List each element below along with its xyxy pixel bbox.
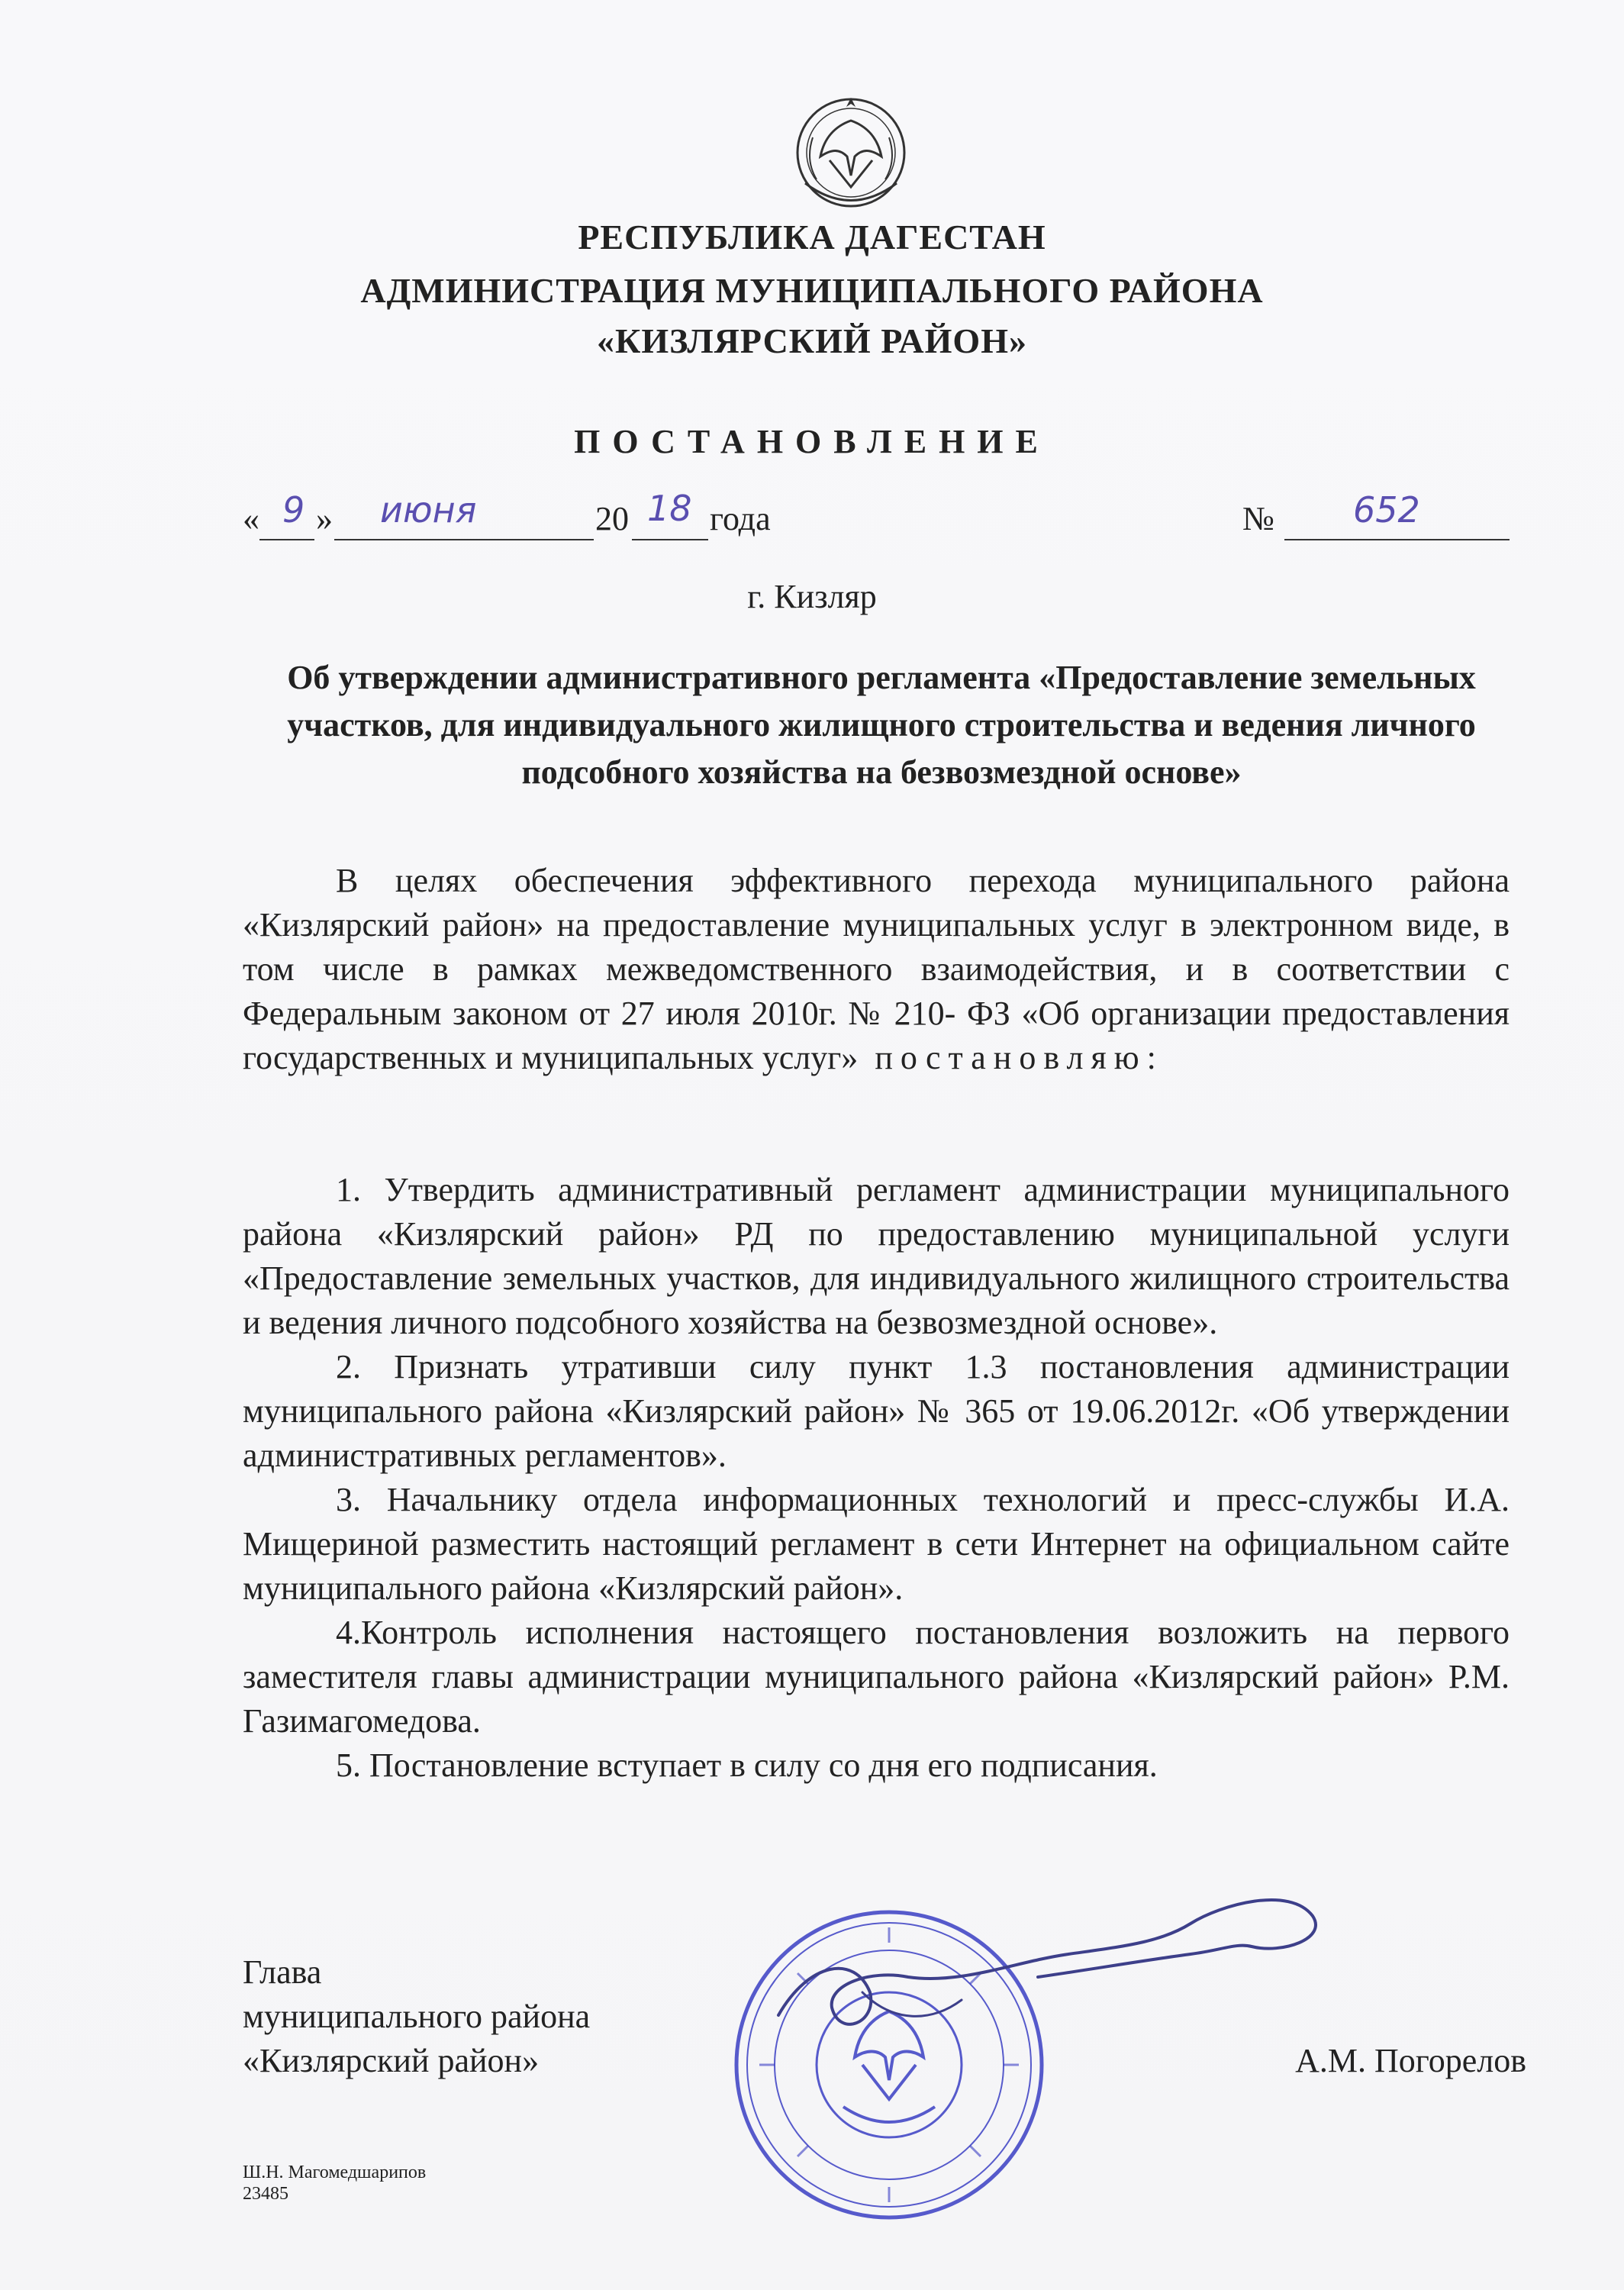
intro-paragraph [243,859,1510,1080]
signatory-line: Глава [243,1953,322,1991]
number-handwritten: 652 [1353,489,1420,531]
decree-item: 2. Признать утративши силу пункт 1.3 постановления администрации муниципального района «Кизлярский район» № 365 от 19.06.2012г. «Об утверждении административных регламентов». [243,1348,1510,1474]
decree-item: 5. Постановление вступает в силу со дня его подписания. [336,1747,1158,1784]
executor-phone: 23485 [243,2184,288,2204]
year-prefix: 20 [595,500,629,537]
day-handwritten: 9 [282,489,305,531]
republic-heading: РЕСПУБЛИКА ДАГЕСТАН [578,218,1046,256]
day-underline [259,539,314,540]
signatory-title [243,1950,701,2083]
decree-item: 3. Начальнику отдела информационных технологий и пресс-службы И.А. Мищериной разместить настоящий регламент в сети Интернет на официальном сайте муниципального района «Кизлярский район». [243,1481,1510,1607]
number-label: № [1242,500,1274,537]
date-number-line [243,488,1510,550]
year-underline [632,539,708,540]
number-underline [1284,539,1510,540]
close-quote: » [316,500,333,537]
decree-title: Об утверждении административного регламента «Предоставление земельных участков, для индивидуального жилищного строительства и ведения личного подсобного хозяйства на безвозмездной основе» [287,659,1476,791]
executor-info [243,2162,624,2205]
signatory-line: «Кизлярский район» [243,2042,540,2079]
dagestan-emblem-icon [782,84,920,214]
city-line: г. Кизляр [747,578,877,615]
district-heading: «КИЗЛЯРСКИЙ РАЙОН» [597,321,1027,360]
executor-name: Ш.Н. Магомедшарипов [243,2163,427,2182]
administration-heading: АДМИНИСТРАЦИЯ МУНИЦИПАЛЬНОГО РАЙОНА [360,271,1264,310]
intro-text: В целях обеспечения эффективного перехода муниципального района «Кизлярский район» на предоставление муниципальных услуг в электронном виде, в том числе в рамках межведомственного взаимодействия, и в соответствии с Федеральным законом от 27 июля 2010г. № 210- ФЗ «Об организации предоставления государственных и муниципальных услуг» [243,862,1510,1076]
year-handwritten: 18 [647,488,692,529]
open-quote: « [243,500,259,537]
month-underline [334,539,594,540]
decree-item: 4.Контроль исполнения настоящего постановления возложить на первого заместителя главы администрации муниципального района «Кизлярский район» Р.М. Газимагомедова. [243,1614,1510,1740]
decree-items [243,1168,1510,1788]
resolve-word: постановляю: [875,1039,1164,1076]
year-word: года [710,500,771,537]
document-type-heading: ПОСТАНОВЛЕНИЕ [574,423,1050,460]
month-handwritten: июня [380,489,477,531]
decree-item: 1. Утвердить административный регламент администрации муниципального района «Кизлярский район» РД по предоставлению муниципальной услуги «Предоставление земельных участков, для индивидуального жилищного строительства и ведения личного подсобного хозяйства на безвозмездной основе». [243,1171,1510,1341]
signatory-line: муниципального района [243,1998,591,2035]
signatory-name: А.М. Погорелов [1295,2042,1526,2079]
